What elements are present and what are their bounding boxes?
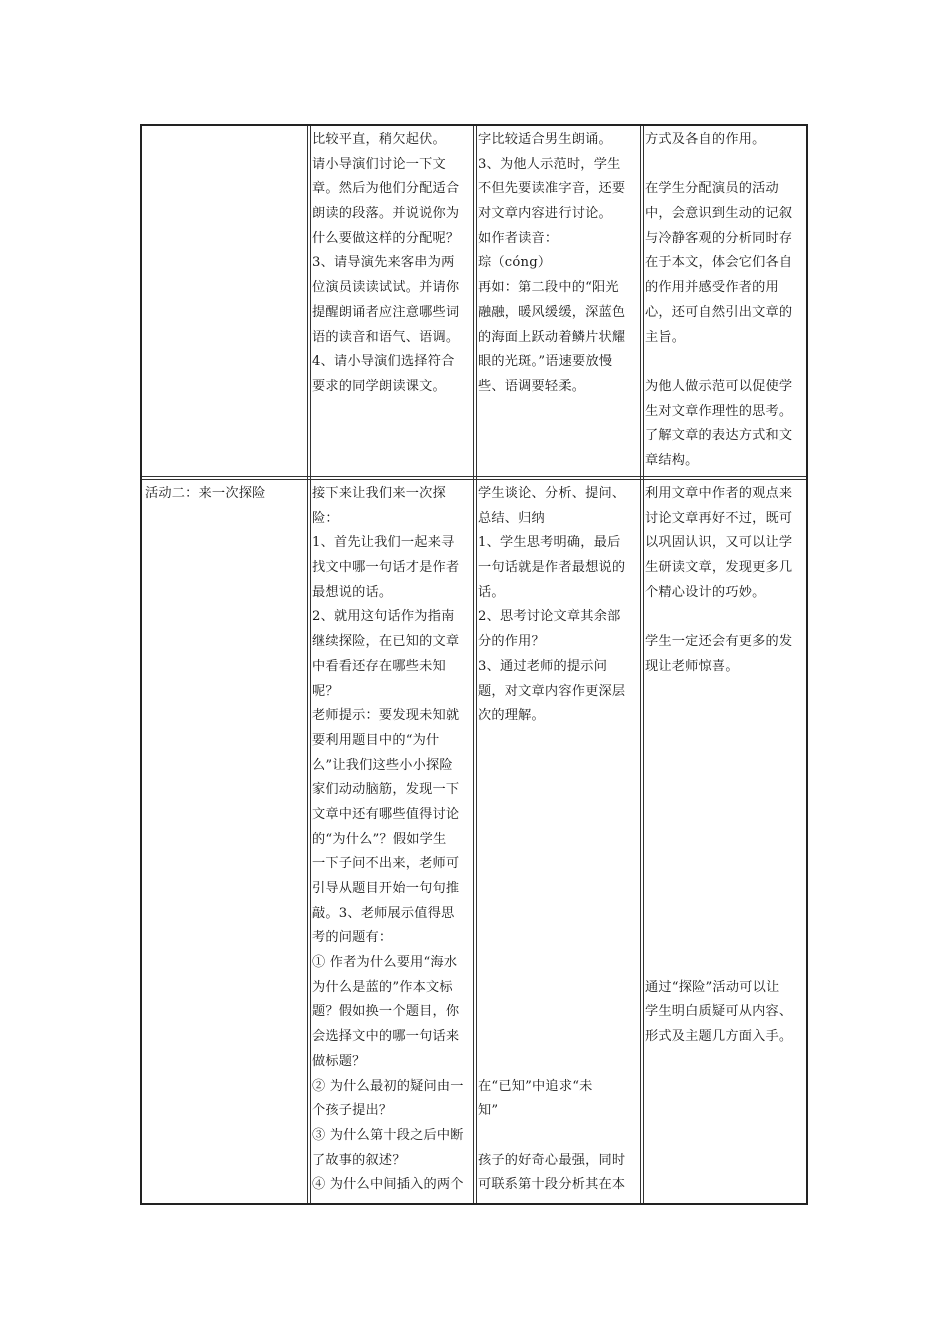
text-line: [645, 877, 807, 902]
text-line: 活动二：来一次探险: [145, 486, 266, 501]
text-line: 呢？: [312, 683, 339, 699]
text-line: 提醒朗诵者应注意哪些词: [312, 304, 460, 320]
row1-student-cell: [478, 128, 640, 473]
text-line: 1、学生思考明确，最后: [478, 535, 621, 551]
text-line: 如作者读音：: [478, 230, 559, 246]
text-line: 的作用并感受作者的用: [645, 280, 779, 296]
text-line: 与冷静客观的分析同时存: [645, 230, 793, 246]
row2-student-cell: [478, 482, 640, 1202]
text-line: 3、通过老师的提示问: [478, 658, 608, 674]
text-line: 知”: [478, 1103, 499, 1119]
text-line: 对文章内容进行讨论。: [478, 206, 612, 222]
text-line: [645, 605, 807, 630]
text-line: ③ 为什么第十段之后中断: [312, 1127, 464, 1143]
text-line: 总结、归纳: [478, 510, 545, 526]
text-line: 形式及主题几方面入手。: [645, 1029, 793, 1045]
column-divider: [307, 126, 308, 1203]
text-line: 个精心设计的巧妙。: [645, 584, 766, 600]
text-line: 接下来让我们来一次探: [312, 486, 446, 501]
text-line: [478, 803, 640, 828]
text-line: 文章中还有哪些值得讨论: [312, 806, 460, 822]
text-line: ④ 为什么中间插入的两个: [312, 1177, 464, 1193]
text-line: [478, 926, 640, 951]
text-line: 为他人做示范可以促使学: [645, 378, 793, 394]
text-line: [645, 153, 807, 178]
text-line: 考的问题有：: [312, 930, 393, 946]
text-line: 题？假如换一个题目，你: [312, 1004, 460, 1020]
text-line: 方式及各自的作用。: [645, 132, 766, 147]
row1-design-intent-cell: [645, 128, 807, 473]
text-line: 最想说的话。: [312, 584, 393, 600]
text-line: 位演员读读试试。并请你: [312, 280, 460, 296]
text-line: 融融，暖风缓缓，深蓝色: [478, 304, 626, 320]
text-line: 在于本文，体会它们各自: [645, 255, 793, 271]
text-line: 3、请导演先来客串为两: [312, 255, 455, 271]
text-line: 心，还可自然引出文章的: [645, 304, 793, 320]
text-line: [478, 976, 640, 1001]
text-line: [645, 680, 807, 705]
text-line: 章结构。: [645, 452, 699, 468]
text-line: 次的理解。: [478, 708, 545, 724]
text-line: 可联系第十段分析其在本: [478, 1177, 626, 1193]
text-line: ② 为什么最初的疑问由一: [312, 1078, 464, 1094]
text-line: 再如：第二段中的“阳光: [478, 280, 619, 296]
text-line: 题，对文章内容作更深层: [478, 683, 626, 699]
text-line: 为什么是蓝的”作本文标: [312, 979, 453, 995]
text-line: 引导从题目开始一句句推: [312, 881, 460, 896]
text-line: 朗读的段落。并说说你为: [312, 206, 460, 222]
text-line: 请小导演们讨论一下文: [312, 156, 446, 172]
text-line: [478, 729, 640, 754]
text-line: 么”让我们这些小小探险: [312, 757, 453, 773]
lesson-table: [140, 124, 808, 1205]
text-line: 1、首先让我们一起来寻: [312, 535, 455, 551]
text-line: 字比较适合男生朗诵。: [478, 132, 612, 147]
text-line: 4、请小导演们选择符合: [312, 354, 455, 370]
text-line: [645, 350, 807, 375]
text-line: 中，会意识到生动的记叙: [645, 206, 793, 222]
text-line: [645, 754, 807, 779]
row2-activity-cell: [145, 482, 305, 1202]
text-line: 3、为他人示范时，学生: [478, 156, 621, 172]
text-line: 会选择文中的哪一句话来: [312, 1029, 460, 1045]
text-line: 话。: [478, 584, 505, 600]
text-line: ① 作者为什么要用“海水: [312, 955, 458, 971]
text-line: [478, 1025, 640, 1050]
text-line: 分的作用？: [478, 634, 545, 650]
text-line: 继续探险，在已知的文章: [312, 634, 460, 650]
text-line: 做标题？: [312, 1053, 366, 1069]
text-line: [478, 877, 640, 902]
text-line: 主旨。: [645, 329, 686, 345]
text-line: 现让老师惊喜。: [645, 658, 739, 674]
text-line: [478, 1000, 640, 1025]
text-line: [645, 704, 807, 729]
text-line: 敲。3、老师展示值得思: [312, 905, 455, 921]
text-line: 在“已知”中追求“未: [478, 1078, 593, 1094]
text-line: 讨论文章再好不过，既可: [645, 510, 793, 526]
text-line: 琮（cóng）: [478, 255, 552, 271]
text-line: 家们动动脑筋，发现一下: [312, 782, 460, 798]
text-line: [645, 951, 807, 976]
text-line: 在学生分配演员的活动: [645, 181, 779, 197]
row2-design-intent-cell: [645, 482, 807, 1202]
text-line: [478, 1124, 640, 1149]
text-line: [478, 902, 640, 927]
text-line: 利用文章中作者的观点来: [645, 486, 793, 501]
text-line: 孩子的好奇心最强，同时: [478, 1152, 626, 1168]
text-line: 找文中哪一句话才是作者: [312, 560, 460, 576]
text-line: 要利用题目中的“为什: [312, 732, 440, 748]
text-line: 一句话就是作者最想说的: [478, 560, 626, 576]
text-line: 老师提示：要发现未知就: [312, 708, 460, 724]
text-line: [645, 902, 807, 927]
text-line: [645, 778, 807, 803]
row2-teacher-cell: [312, 482, 474, 1202]
row1-teacher-cell: [312, 128, 474, 473]
text-line: 险：: [312, 510, 339, 526]
text-line: 以巩固认识，又可以让学: [645, 535, 793, 551]
text-line: 生对文章作理性的思考。: [645, 403, 793, 419]
text-line: [478, 852, 640, 877]
text-line: 眼的光斑。”语速要放慢: [478, 354, 613, 370]
text-line: [645, 852, 807, 877]
text-line: [478, 1050, 640, 1075]
text-line: 一下子问不出来，老师可: [312, 856, 460, 872]
text-line: 比较平直，稍欠起伏。: [312, 132, 446, 147]
text-line: [478, 951, 640, 976]
text-line: 学生谈论、分析、提问、: [478, 486, 626, 501]
text-line: 学生明白质疑可从内容、: [645, 1004, 793, 1020]
text-line: [645, 828, 807, 853]
text-line: 了故事的叙述？: [312, 1152, 406, 1168]
text-line: 要求的同学朗读课文。: [312, 378, 446, 394]
text-line: 的“为什么”？假如学生: [312, 831, 447, 847]
text-line: [645, 729, 807, 754]
text-line: 了解文章的表达方式和文: [645, 428, 793, 444]
text-line: 些、语调要轻柔。: [478, 378, 586, 394]
text-line: 章。然后为他们分配适合: [312, 181, 460, 197]
text-line: [478, 828, 640, 853]
text-line: [478, 778, 640, 803]
text-line: 中看看还存在哪些未知: [312, 658, 446, 674]
text-line: 生研读文章，发现更多几: [645, 560, 793, 576]
text-line: 通过“探险”活动可以让: [645, 979, 780, 995]
column-divider: [640, 126, 641, 1203]
text-line: 个孩子提出？: [312, 1103, 393, 1119]
text-line: [645, 926, 807, 951]
text-line: [645, 803, 807, 828]
text-line: 学生一定还会有更多的发: [645, 634, 793, 650]
row1-activity-cell: [145, 128, 305, 473]
text-line: 不但先要读准字音，还要: [478, 181, 626, 197]
text-line: 2、就用这句话作为指南: [312, 609, 455, 625]
text-line: 语的读音和语气、语调。: [312, 329, 460, 345]
text-line: 的海面上跃动着鳞片状耀: [478, 329, 626, 345]
text-line: 什么要做这样的分配呢？: [312, 230, 460, 246]
text-line: 2、思考讨论文章其余部: [478, 609, 621, 625]
text-line: [478, 754, 640, 779]
row-divider: [142, 476, 806, 477]
